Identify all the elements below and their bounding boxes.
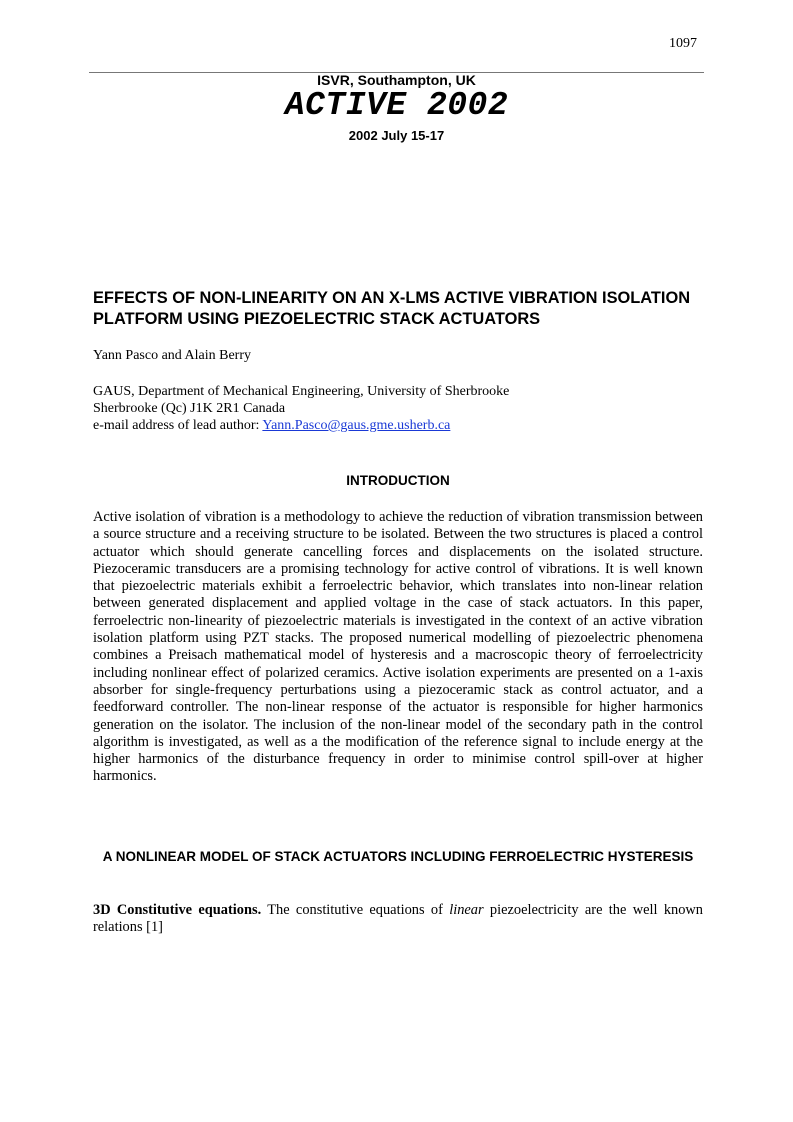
- affiliation: [93, 383, 509, 434]
- page-number: 1097: [669, 36, 697, 51]
- constitutive-paragraph: [93, 902, 703, 937]
- affiliation-line-address: Sherbrooke (Qc) J1K 2R1 Canada: [93, 401, 286, 416]
- email-label: e-mail address of lead author:: [93, 418, 263, 433]
- authors: Yann Pasco and Alain Berry: [93, 348, 252, 363]
- email-link[interactable]: Yann.Pasco@gaus.gme.usherb.ca: [262, 418, 451, 433]
- conference-name: ACTIVE 2002: [284, 87, 509, 124]
- email-line: [93, 417, 509, 434]
- affiliation-line-department: GAUS, Department of Mechanical Engineering, University of Sherbrooke: [93, 384, 510, 399]
- constitutive-text-after: piezoelectricity are the well known relations [1]: [93, 902, 703, 936]
- constitutive-emphasis: linear: [449, 902, 484, 918]
- introduction-paragraph: Active isolation of vibration is a methodology to achieve the reduction of vibration transmission between a source structure and a receiving structure to be isolated. Between the two structures is placed a control actuator which should generate cancelling forces and displacements on the isolated structure. Piezoceramic transducers are a promising technology for active control of vibrations. It is well known that piezoelectric materials exhibit a ferroelectric behavior, which translates into non-linear relation between generated displacement and applied voltage in the case of stack actuators. In this paper, ferroelectric non-linearity of piezoelectric materials is investigated in the context of an active vibration isolation platform using PZT stacks. The proposed numerical modelling of piezoelectric phenomena combines a Preisach mathematical model of hysteresis and a macroscopic theory of ferroelectricity including nonlinear effect of polarized ceramics. Active isolation experiments are presented on a 1-axis absorber for single-frequency perturbations using a piezoceramic stack as control actuator, and a feedforward controller. The non-linear response of the actuator is responsible for higher harmonics generation on the isolator. The inclusion of the non-linear model of the secondary path in the control algorithm is investigated, as well as a the modification of the reference signal to include energy at the higher harmonics of the disturbance frequency in order to minimise control spill-over at higher harmonics.: [93, 509, 703, 785]
- nonlinear-model-heading: A NONLINEAR MODEL OF STACK ACTUATORS INCLUDING FERROELECTRIC HYSTERESIS: [102, 849, 694, 864]
- constitutive-subheading: 3D Constitutive equations.: [93, 902, 262, 918]
- conference-dates: 2002 July 15-17: [348, 128, 445, 143]
- paper-title: EFFECTS OF NON-LINEARITY ON AN X-LMS ACTIVE VIBRATION ISOLATION PLATFORM USING PIEZOELECTRIC STACK ACTUATORS: [93, 289, 691, 328]
- introduction-heading: INTRODUCTION: [346, 473, 450, 488]
- conference-location: ISVR, Southampton, UK: [317, 72, 476, 88]
- constitutive-text-before: The constitutive equations of: [261, 902, 450, 918]
